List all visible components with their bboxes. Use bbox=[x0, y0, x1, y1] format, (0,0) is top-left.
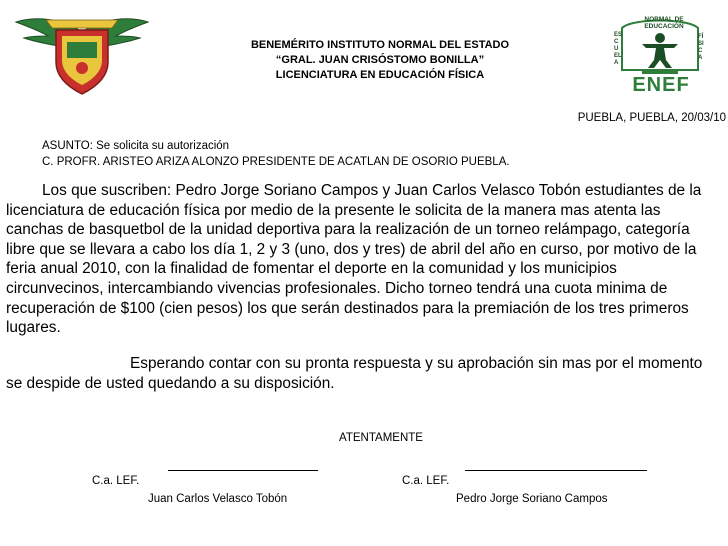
institution-name: BENEMÉRITO INSTITUTO NORMAL DEL ESTADO bbox=[250, 39, 510, 51]
place-date: PUEBLA, PUEBLA, 20/03/10 bbox=[577, 112, 726, 124]
enef-logo-right-text: FÍSICA bbox=[698, 34, 704, 61]
body-paragraph-2: Esperando contar con su pronta respuesta y su aprobación sin mas por el momento se despide de usted quedando a su disposición. bbox=[6, 355, 703, 392]
signature-1-prefix: C.a. LEF. bbox=[92, 475, 140, 487]
enef-logo-wordmark: ENEF bbox=[632, 74, 690, 96]
program-name: LICENCIATURA EN EDUCACIÓN FÍSICA bbox=[275, 69, 485, 81]
letter-closing-paragraph bbox=[6, 354, 718, 393]
signature-line-2 bbox=[465, 470, 647, 471]
letter-body bbox=[6, 181, 718, 338]
closing-word: ATENTAMENTE bbox=[339, 432, 423, 444]
institution-subname: “GRAL. JUAN CRISÓSTOMO BONILLA” bbox=[275, 54, 485, 66]
body-paragraph-1: Los que suscriben: Pedro Jorge Soriano Campos y Juan Carlos Velasco Tobón estudiantes de la licenciatura de educación física por medio de la presente le solicita de la manera mas atenta las canchas de basquetbol de la unidad deportiva para la realización de un torneo relámpago, categoría libre que se llevara a cabo los día 1, 2 y 3 (uno, dos y tres) de abril del año en curso, por motivo de la feria anual 2010, con la finalidad de fomentar el deporte en la comunidad y los municipios circunvecinos, intercambiando vivencias profesionales. Dicho torneo tendrá una cuota minima de recuperación de $100 (cien pesos) los que serán destinados para la premiación de los tres primeros lugares. bbox=[6, 182, 702, 337]
signature-2-name: Pedro Jorge Soriano Campos bbox=[456, 493, 608, 505]
institution-crest-logo bbox=[12, 14, 152, 96]
enef-logo-top-text: NORMAL DE EDUCACIÓN bbox=[644, 16, 684, 30]
recipient-line: C. PROFR. ARISTEO ARIZA ALONZO PRESIDENTE DE ACATLAN DE OSORIO PUEBLA. bbox=[42, 156, 510, 168]
enef-logo-left-text: ESCUELA bbox=[614, 32, 623, 66]
signature-line-1 bbox=[168, 470, 318, 471]
signature-1-name: Juan Carlos Velasco Tobón bbox=[148, 493, 288, 505]
enef-logo bbox=[612, 14, 708, 98]
subject-line: ASUNTO: Se solicita su autorización bbox=[42, 140, 230, 152]
signature-2-prefix: C.a. LEF. bbox=[402, 475, 450, 487]
